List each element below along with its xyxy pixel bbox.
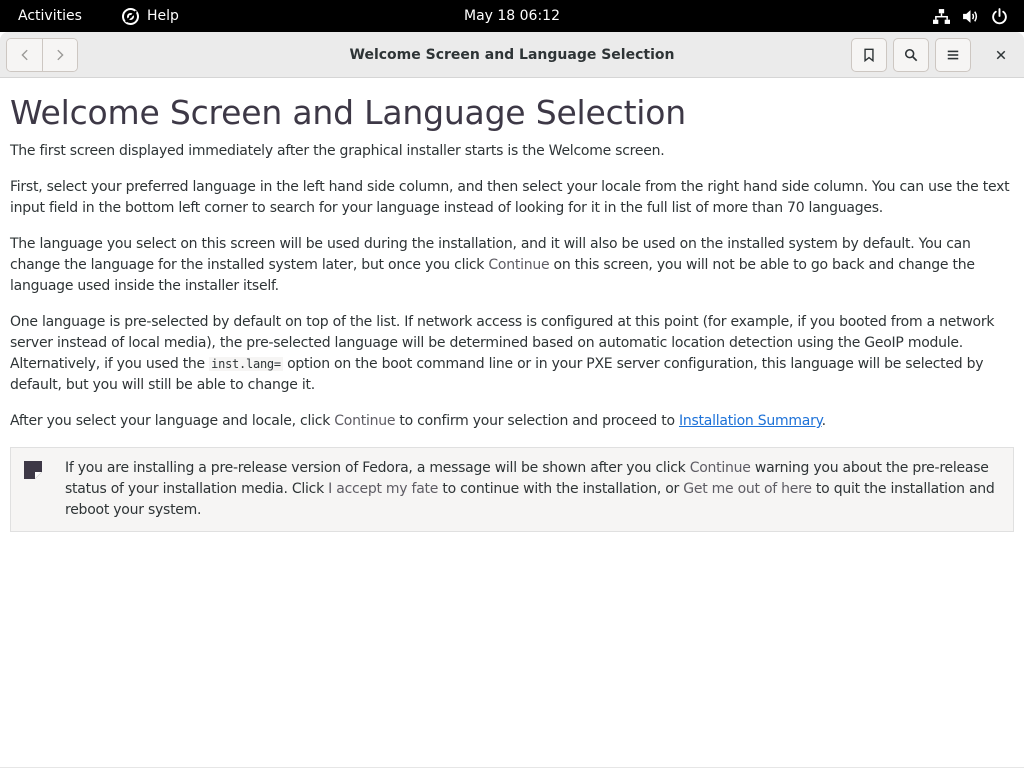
- back-button[interactable]: [7, 39, 42, 71]
- text-segment: to quit the installation and reboot your system.: [65, 481, 995, 518]
- search-button[interactable]: [893, 38, 929, 72]
- gui-term-continue: Continue: [689, 460, 751, 476]
- paragraph-language-usage: [10, 234, 1014, 297]
- note-box: [10, 447, 1014, 532]
- code-inst-lang: inst.lang=: [211, 357, 281, 371]
- bookmark-button[interactable]: [851, 38, 887, 72]
- main-menu-button[interactable]: [935, 38, 971, 72]
- help-page-content: [10, 78, 1014, 532]
- power-icon: [991, 8, 1008, 25]
- app-menu-label: Help: [147, 8, 179, 24]
- network-wired-icon: [933, 8, 950, 25]
- note-icon: [24, 461, 42, 479]
- app-menu-help[interactable]: [122, 0, 179, 32]
- text-segment: One language is pre-selected by default on top of the list. If network access is configured at this point (for example, if you booted from a network server instead of local media), the pre-selected language will be determined based on automatic location detection using the GeoIP module. Alternatively, if you used the: [10, 314, 995, 372]
- gnome-top-bar: [0, 0, 1024, 32]
- installation-summary-link[interactable]: Installation Summary: [679, 413, 822, 429]
- paragraph-select-language: First, select your preferred language in the left hand side column, and then select your locale from the right hand side column. You can use the text input field in the bottom left corner to search for your language instead of looking for it in the full list of more than 70 languages.: [10, 179, 1010, 216]
- system-tray[interactable]: [933, 0, 1008, 32]
- lifebuoy-icon: [122, 8, 139, 25]
- bookmark-icon: [862, 48, 876, 62]
- gui-term-continue: Continue: [334, 413, 396, 429]
- clock[interactable]: May 18 06:12: [463, 8, 560, 24]
- text-segment: .: [821, 413, 826, 429]
- close-window-button[interactable]: [986, 40, 1016, 70]
- text-segment: warning you about the pre-release status of your installation media. Click: [65, 460, 989, 497]
- window-header-bar: [0, 32, 1024, 78]
- forward-icon: [53, 48, 67, 62]
- hamburger-menu-icon: [946, 48, 960, 62]
- page-title: Welcome Screen and Language Selection: [10, 93, 686, 132]
- paragraph-preselected-language: [10, 312, 1014, 396]
- text-segment: on this screen, you will not be able to go back and change the language used inside the installer itself.: [10, 257, 975, 294]
- text-segment: After you select your language and locale, click: [10, 413, 335, 429]
- back-icon: [18, 48, 32, 62]
- text-segment: The language you select on this screen will be used during the installation, and it will also be used on the installed system by default. You can change the language for the installed system later, but once you click: [10, 236, 971, 273]
- search-icon: [904, 48, 918, 62]
- activities-button[interactable]: Activities: [18, 8, 82, 24]
- navigation-buttons: [6, 38, 78, 72]
- paragraph-after-selection: [10, 411, 1014, 432]
- note-text: [65, 458, 997, 521]
- gui-term-continue: Continue: [488, 257, 550, 273]
- text-segment: to continue with the installation, or: [438, 481, 684, 497]
- text-segment: If you are installing a pre-release version of Fedora, a message will be shown after you click: [65, 460, 690, 476]
- text-segment: option on the boot command line or in your PXE server configuration, this language will be selected by default, but you will still be able to change it.: [10, 356, 984, 393]
- gui-term-accept: I accept my fate: [328, 481, 439, 497]
- volume-icon: [962, 8, 979, 25]
- close-icon: [995, 49, 1007, 61]
- paragraph-intro: The first screen displayed immediately after the graphical installer starts is the Welcome screen.: [10, 143, 665, 159]
- forward-button[interactable]: [42, 39, 77, 71]
- gui-term-get-out: Get me out of here: [683, 481, 812, 497]
- text-segment: to confirm your selection and proceed to: [395, 413, 679, 429]
- window-title: Welcome Screen and Language Selection: [349, 47, 675, 63]
